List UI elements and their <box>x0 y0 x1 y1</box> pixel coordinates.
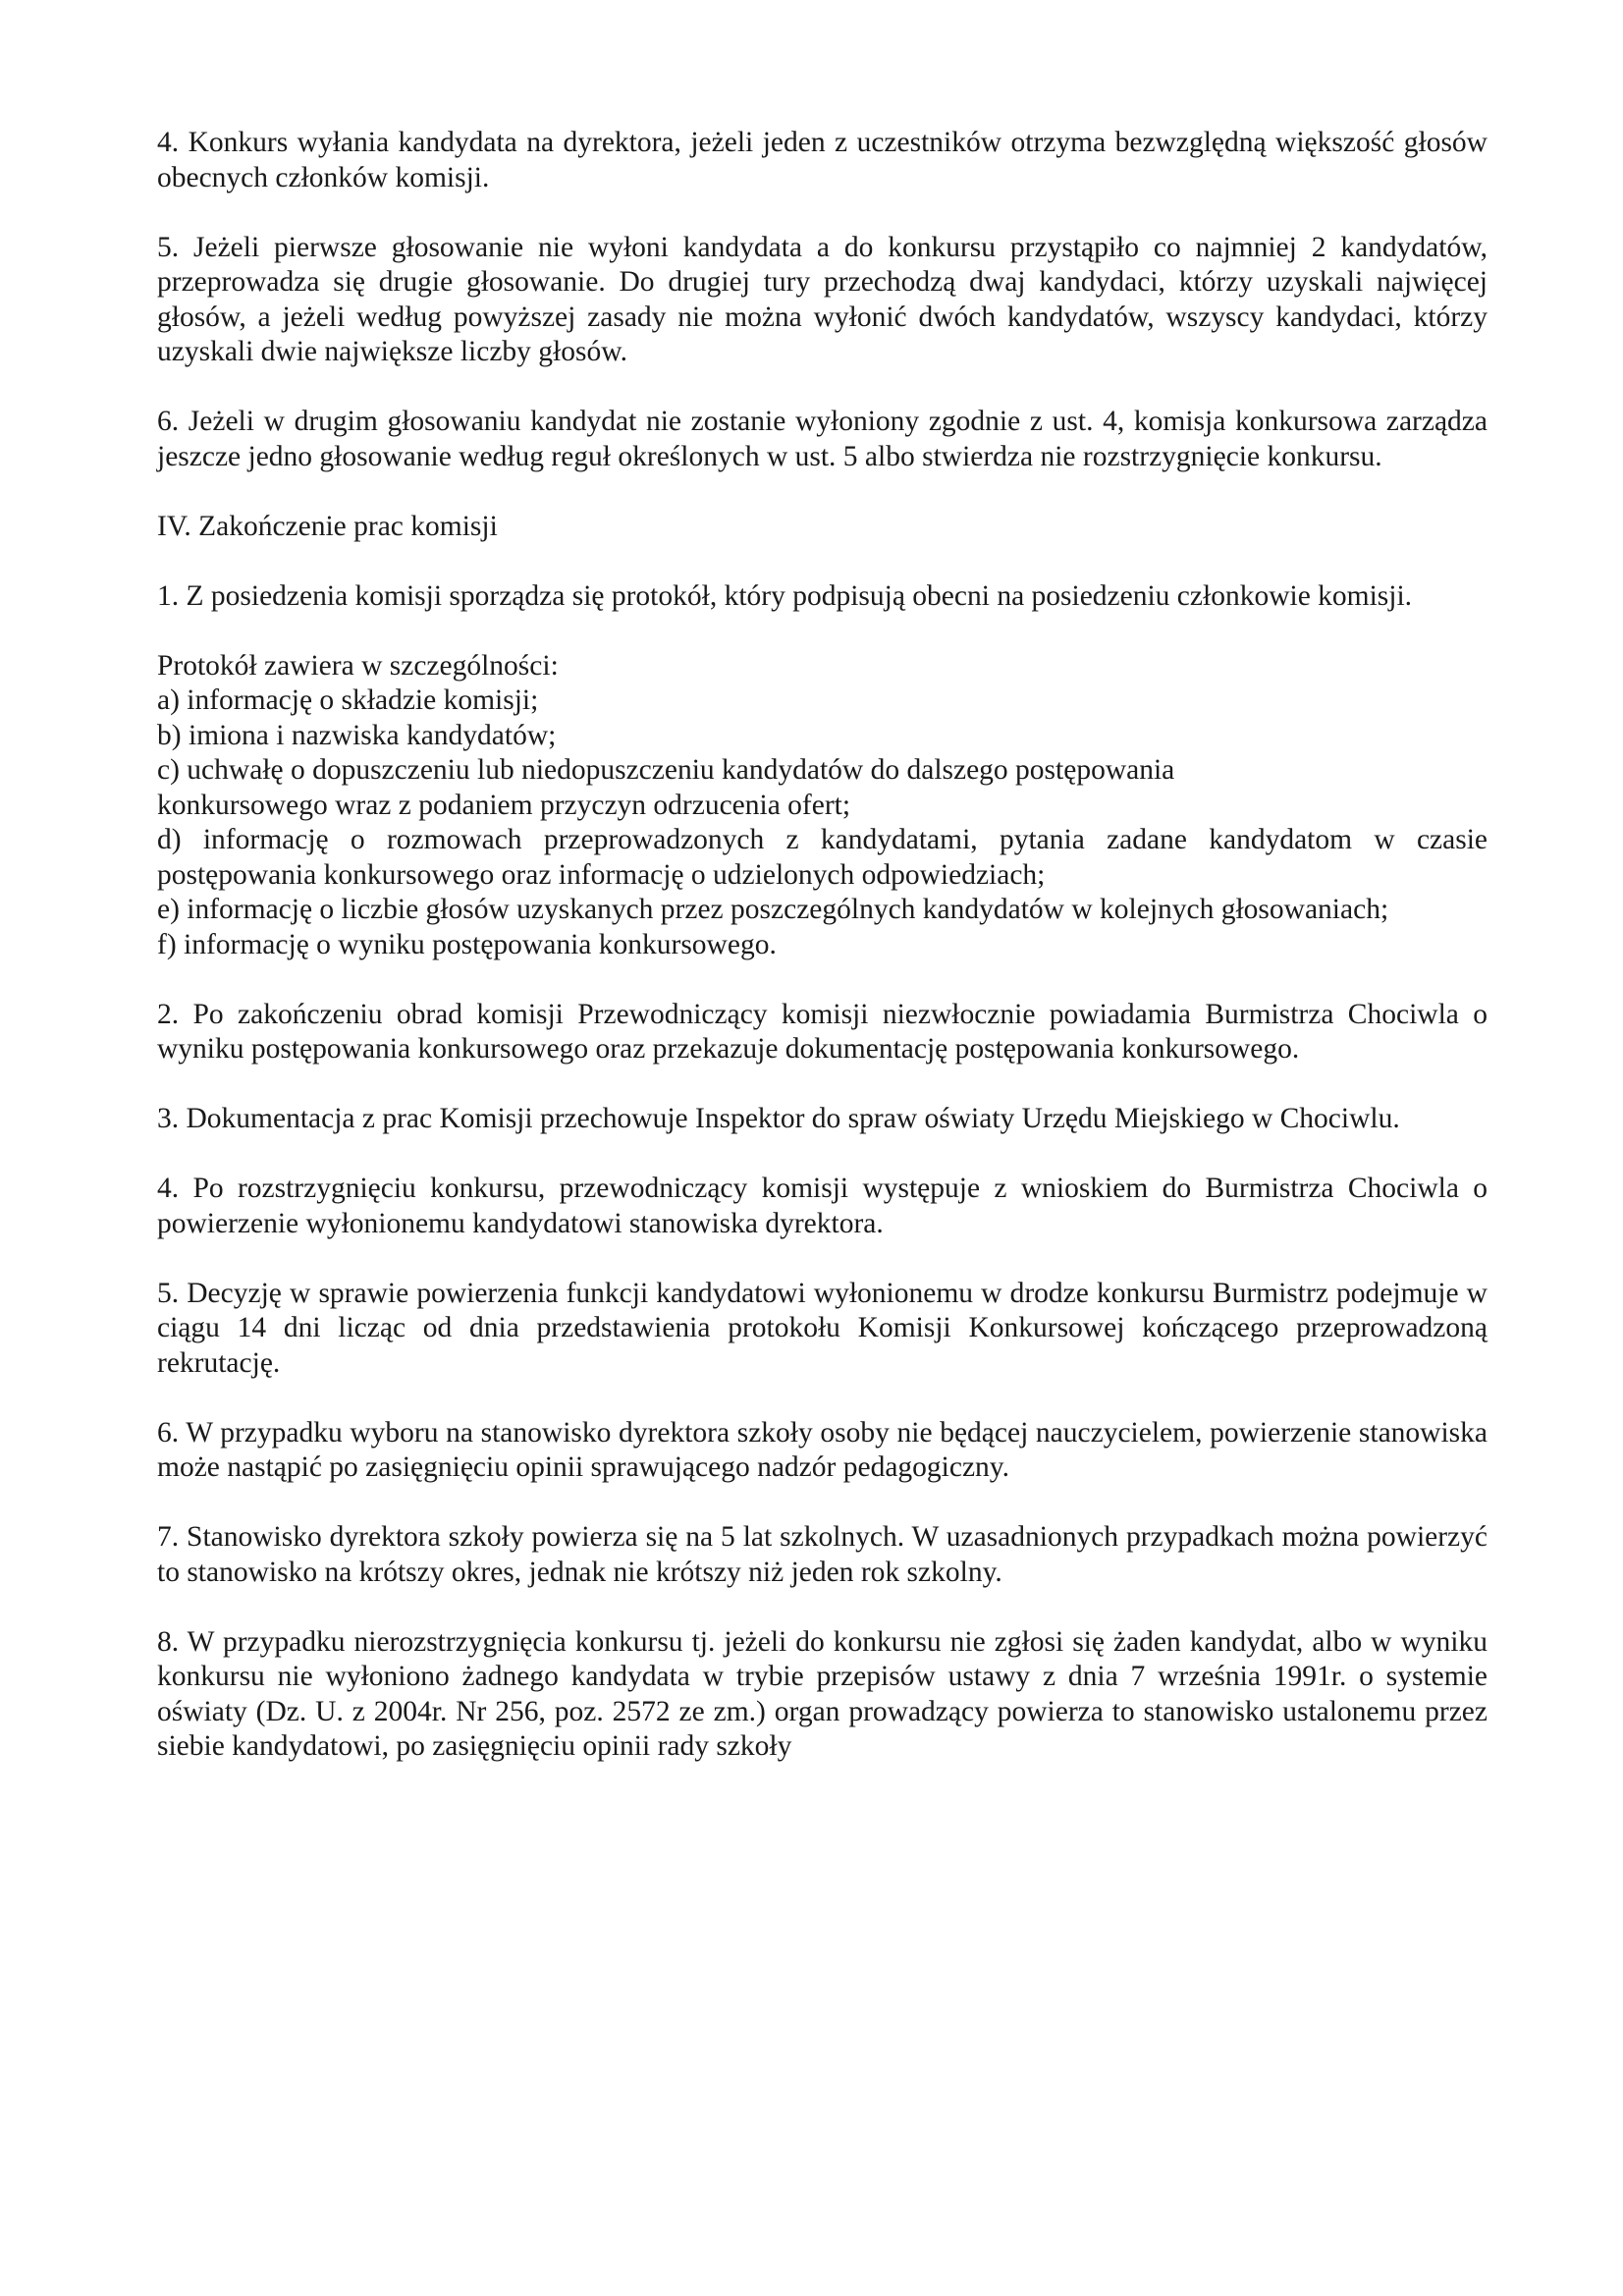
paragraph-5: 5. Jeżeli pierwsze głosowanie nie wyłoni kandydata a do konkursu przystąpiło co najmniej 2 kandydatów, przeprowadza się drugie głosowanie. Do drugiej tury przechodzą dwaj kandydaci, którzy uzyskali najwięcej głosów, a jeżeli według powyższej zasady nie można wyłonić dwóch kandydatów, wszyscy kandydaci, którzy uzyskali dwie największe liczby głosów. <box>157 231 1488 367</box>
protocol-item-e: e) informację o liczbie głosów uzyskanych przez poszczególnych kandydatów w kolejnych głosowaniach; <box>157 894 1389 925</box>
protocol-intro: Protokół zawiera w szczególności: <box>157 649 559 682</box>
paragraph-iv-4: 4. Po rozstrzygnięciu konkursu, przewodniczący komisji występuje z wnioskiem do Burmistrza Chociwla o powierzenie wyłonionemu kandydatowi stanowiska dyrektora. <box>157 1173 1488 1239</box>
document-page <box>157 126 1488 1799</box>
protocol-item-c-cont: konkursowego wraz z podaniem przyczyn odrzucenia ofert; <box>157 789 851 821</box>
protocol-item-a: a) informację o składzie komisji; <box>157 684 539 716</box>
paragraph-iv-3: 3. Dokumentacja z prac Komisji przechowuje Inspektor do spraw oświaty Urzędu Miejskiego w Chociwlu. <box>157 1103 1400 1134</box>
protocol-item-f: f) informację o wyniku postępowania konkursowego. <box>157 928 777 960</box>
paragraph-iv-7: 7. Stanowisko dyrektora szkoły powierza się na 5 lat szkolnych. W uzasadnionych przypadkach można powierzyć to stanowisko na krótszy okres, jednak nie krótszy niż jeden rok szkolny. <box>157 1521 1488 1588</box>
paragraph-4: 4. Konkurs wyłania kandydata na dyrektora, jeżeli jeden z uczestników otrzyma bezwzględną większość głosów obecnych członków komisji. <box>157 127 1488 193</box>
paragraph-iv-2: 2. Po zakończeniu obrad komisji Przewodniczący komisji niezwłocznie powiadamia Burmistrza Chociwla o wyniku postępowania konkursowego oraz przekazuje dokumentację postępowania konkursowego. <box>157 998 1488 1065</box>
section-heading-iv: IV. Zakończenie prac komisji <box>157 510 498 542</box>
paragraph-6: 6. Jeżeli w drugim głosowaniu kandydat nie zostanie wyłoniony zgodnie z ust. 4, komisja konkursowa zarządza jeszcze jedno głosowanie według reguł określonych w ust. 5 albo stwierdza nie rozstrzygnięcie konkursu. <box>157 406 1488 472</box>
paragraph-iv-8: 8. W przypadku nierozstrzygnięcia konkursu tj. jeżeli do konkursu nie zgłosi się żaden kandydat, albo w wyniku konkursu nie wyłoniono żadnego kandydata w trybie przepisów ustawy z dnia 7 września 1991r. o systemie oświaty (Dz. U. z 2004r. Nr 256, poz. 2572 ze zm.) organ prowadzący powierza to stanowisko ustalonemu przez siebie kandydatowi, po zasięgnięciu opinii rady szkoły <box>157 1625 1488 1762</box>
paragraph-iv-5: 5. Decyzję w sprawie powierzenia funkcji kandydatowi wyłonionemu w drodze konkursu Burmistrz podejmuje w ciągu 14 dni licząc od dnia przedstawienia protokołu Komisji Konkursowej kończącego przeprowadzoną rekrutację. <box>157 1277 1488 1379</box>
protocol-contents-list <box>157 649 1488 963</box>
paragraph-iv-1: 1. Z posiedzenia komisji sporządza się protokół, który podpisują obecni na posiedzeniu członkowie komisji. <box>157 579 1413 612</box>
paragraph-iv-6: 6. W przypadku wyboru na stanowisko dyrektora szkoły osoby nie będącej nauczycielem, powierzenie stanowiska może nastąpić po zasięgnięciu opinii sprawującego nadzór pedagogiczny. <box>157 1416 1488 1483</box>
protocol-item-c: c) uchwałę o dopuszczeniu lub niedopuszczeniu kandydatów do dalszego postępowania <box>157 754 1175 786</box>
protocol-item-b: b) imiona i nazwiska kandydatów; <box>157 719 557 751</box>
protocol-item-d: d) informację o rozmowach przeprowadzonych z kandydatami, pytania zadane kandydatom w czasie postępowania konkursowego oraz informację o udzielonych odpowiedziach; <box>157 824 1488 891</box>
